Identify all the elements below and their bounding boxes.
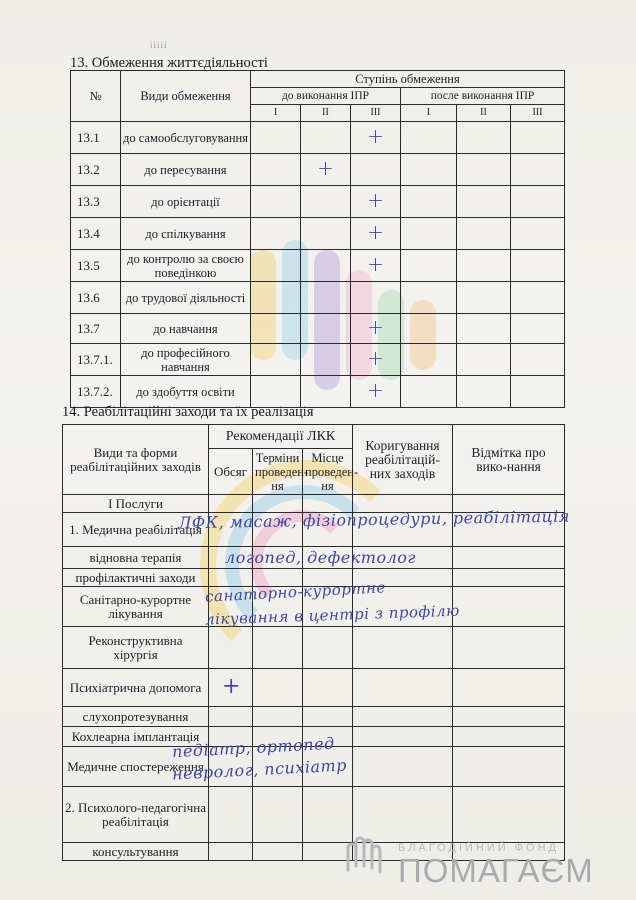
degree-cell [511, 218, 565, 250]
limitation-num: 13.7 [71, 314, 121, 344]
rehab-cell [209, 787, 253, 843]
degree-cell [301, 344, 351, 376]
limitation-row [71, 376, 565, 408]
rehab-label: Кохлеарна імплантація [63, 727, 209, 747]
rehab-cell [453, 627, 565, 669]
handwritten-plus-mark: + [367, 315, 384, 339]
degree-cell [401, 218, 457, 250]
degree-cell [401, 186, 457, 218]
degree-cell [511, 314, 565, 344]
rehab-cell [353, 727, 453, 747]
degree-cell [511, 250, 565, 282]
section14-title: 14. Реабілітаційні заходи та їх реалізація [62, 404, 314, 420]
limitation-row [71, 186, 565, 218]
limitation-row [71, 344, 565, 376]
page-mark: iiiii [150, 40, 168, 50]
degree-cell [301, 154, 351, 186]
rehab-label: слухопротезування [63, 707, 209, 727]
limitation-label: до професійного навчання [121, 344, 251, 376]
col-terms-header: Терміни проведен-ня [253, 449, 303, 495]
degree-cell [457, 122, 511, 154]
handwriting-observation-1: педіатр, ортопед [171, 733, 336, 762]
rehab-label: Санітарно-курортне лікування [63, 587, 209, 627]
rehab-cell [453, 707, 565, 727]
degree-cell [351, 186, 401, 218]
col-type-header: Види обмеження [121, 71, 251, 122]
rehab-label: відновна терапія [63, 547, 209, 569]
limitation-label: до здобуття освіти [121, 376, 251, 408]
rehab-cell [453, 787, 565, 843]
degree-cell [351, 122, 401, 154]
roman-header: I [251, 105, 301, 122]
degree-header: Ступінь обмеження [251, 71, 565, 88]
limitation-row [71, 282, 565, 314]
rehab-label: 2. Психолого-педагогічна реабілітація [63, 787, 209, 843]
degree-cell [511, 122, 565, 154]
handwritten-plus-mark: + [367, 252, 384, 276]
degree-cell [457, 344, 511, 376]
limitation-row [71, 250, 565, 282]
rehab-cell [253, 787, 303, 843]
degree-cell [351, 376, 401, 408]
rehab-cell [253, 843, 303, 861]
limitation-num: 13.2 [71, 154, 121, 186]
degree-cell [457, 218, 511, 250]
degree-cell [511, 154, 565, 186]
degree-cell [301, 314, 351, 344]
before-ipr-header: до виконання ІПР [251, 88, 401, 105]
rehab-cell [353, 707, 453, 727]
rehab-cell [453, 569, 565, 587]
rehab-label: консультування [63, 843, 209, 861]
rehab-cell [453, 547, 565, 569]
roman-header: II [301, 105, 351, 122]
limitation-label: до спілкування [121, 218, 251, 250]
col-types-header: Види та форми реабілітаційних заходів [63, 425, 209, 495]
rehab-cell [209, 627, 253, 669]
limitation-row [71, 218, 565, 250]
degree-cell [401, 122, 457, 154]
col-note-header: Відмітка про вико-нання [453, 425, 565, 495]
degree-cell [301, 122, 351, 154]
degree-cell [251, 282, 301, 314]
degree-cell [401, 154, 457, 186]
degree-cell [251, 376, 301, 408]
rehab-cell [453, 587, 565, 627]
rehab-cell [209, 495, 253, 513]
degree-cell [251, 122, 301, 154]
degree-cell [457, 376, 511, 408]
handwritten-plus-mark: + [367, 220, 384, 244]
col-place-header: Місце проведен-ня [303, 449, 353, 495]
rehab-cell [209, 707, 253, 727]
handwriting-restorative: логопед, дефектолог [225, 548, 416, 567]
rehab-measures-table [62, 424, 565, 861]
handwriting-observation-2: невролог, психіатр [171, 755, 348, 784]
col-num-header: № [71, 71, 121, 122]
rehab-cell [453, 747, 565, 787]
handwritten-plus-mark: + [367, 124, 384, 148]
limitation-num: 13.3 [71, 186, 121, 218]
degree-cell [457, 250, 511, 282]
rehab-row [63, 787, 565, 843]
degree-cell [457, 282, 511, 314]
rehab-cell [253, 495, 303, 513]
limitation-label: до самообслуговування [121, 122, 251, 154]
handwriting-sanatorium-1: санаторно-курортне [204, 578, 387, 606]
degree-cell [351, 154, 401, 186]
rehab-cell [209, 569, 253, 587]
limitation-num: 13.1 [71, 122, 121, 154]
limitation-num: 13.6 [71, 282, 121, 314]
rehab-cell [353, 747, 453, 787]
rehab-cell [353, 627, 453, 669]
rehab-cell [453, 669, 565, 707]
handwritten-plus-mark: + [367, 378, 384, 402]
degree-cell [511, 344, 565, 376]
rehab-cell [453, 727, 565, 747]
degree-cell [251, 344, 301, 376]
limitation-label: до трудової діяльності [121, 282, 251, 314]
limitation-label: до контролю за своєю поведінкою [121, 250, 251, 282]
degree-cell [457, 314, 511, 344]
roman-header: II [457, 105, 511, 122]
limitation-row [71, 122, 565, 154]
degree-cell [251, 186, 301, 218]
limitation-row [71, 154, 565, 186]
rehab-cell [353, 669, 453, 707]
limitation-label: до орієнтації [121, 186, 251, 218]
limitation-num: 13.7.1. [71, 344, 121, 376]
degree-cell [511, 282, 565, 314]
limitation-row [71, 314, 565, 344]
degree-cell [401, 376, 457, 408]
degree-cell [401, 282, 457, 314]
degree-cell [301, 376, 351, 408]
rehab-cell [303, 627, 353, 669]
degree-cell [351, 314, 401, 344]
degree-cell [251, 314, 301, 344]
handwritten-plus-mark: + [317, 156, 334, 180]
rehab-cell [303, 707, 353, 727]
handwriting-sanatorium-2: лікування в центрі з профілю [204, 601, 461, 629]
rehab-row [63, 669, 565, 707]
roman-header: I [401, 105, 457, 122]
rehab-label: І Послуги [63, 495, 209, 513]
degree-cell [301, 186, 351, 218]
rehab-label: Психіатрична допомога [63, 669, 209, 707]
rehab-label: Реконструктивна хірургія [63, 627, 209, 669]
handwritten-plus-mark: + [367, 188, 384, 212]
degree-cell [351, 282, 401, 314]
rehab-label: Медичне спостереження [63, 747, 209, 787]
degree-cell [301, 218, 351, 250]
limitation-label: до навчання [121, 314, 251, 344]
roman-header: III [511, 105, 565, 122]
rehab-cell [253, 669, 303, 707]
limitation-num: 13.4 [71, 218, 121, 250]
rehab-row [63, 627, 565, 669]
degree-cell [457, 154, 511, 186]
limitation-label: до пересування [121, 154, 251, 186]
footer-foundation-label: БЛАГОДІЙНИЙ ФОНД [398, 842, 559, 854]
degree-cell [251, 154, 301, 186]
rehab-cell [209, 843, 253, 861]
limitation-num: 13.7.2. [71, 376, 121, 408]
degree-cell [511, 186, 565, 218]
limitation-num: 13.5 [71, 250, 121, 282]
degree-cell [401, 250, 457, 282]
degree-cell [511, 376, 565, 408]
handwritten-plus-mark: + [367, 346, 384, 370]
rehab-label: 1. Медична реабілітація [63, 513, 209, 547]
lkk-header: Рекомендації ЛКК [209, 425, 353, 449]
rehab-label: профілактичні заходи [63, 569, 209, 587]
foundation-logo-icon [340, 830, 392, 882]
handwriting-med-rehab: ЛФК, масаж, фізіопроцедури, реабілітація [177, 506, 571, 533]
degree-cell [351, 250, 401, 282]
degree-cell [301, 250, 351, 282]
degree-cell [457, 186, 511, 218]
rehab-row [63, 707, 565, 727]
degree-cell [351, 218, 401, 250]
section13-title: 13. Обмеження життєдіяльності [70, 55, 268, 71]
degree-cell [301, 282, 351, 314]
roman-header: III [351, 105, 401, 122]
limitations-table [70, 70, 565, 408]
rehab-cell [253, 707, 303, 727]
degree-cell [251, 250, 301, 282]
degree-cell [401, 314, 457, 344]
rehab-cell [303, 669, 353, 707]
footer-foundation-name: ПОМАГАЄМ [398, 852, 594, 889]
handwriting-psychiatric-mark: + [222, 674, 241, 699]
degree-cell [401, 344, 457, 376]
rehab-cell [253, 627, 303, 669]
degree-cell [251, 218, 301, 250]
degree-cell [351, 344, 401, 376]
after-ipr-header: после виконання ІПР [401, 88, 565, 105]
col-correction-header: Коригування реабілітацій-них заходів [353, 425, 453, 495]
col-volume-header: Обсяг [209, 449, 253, 495]
